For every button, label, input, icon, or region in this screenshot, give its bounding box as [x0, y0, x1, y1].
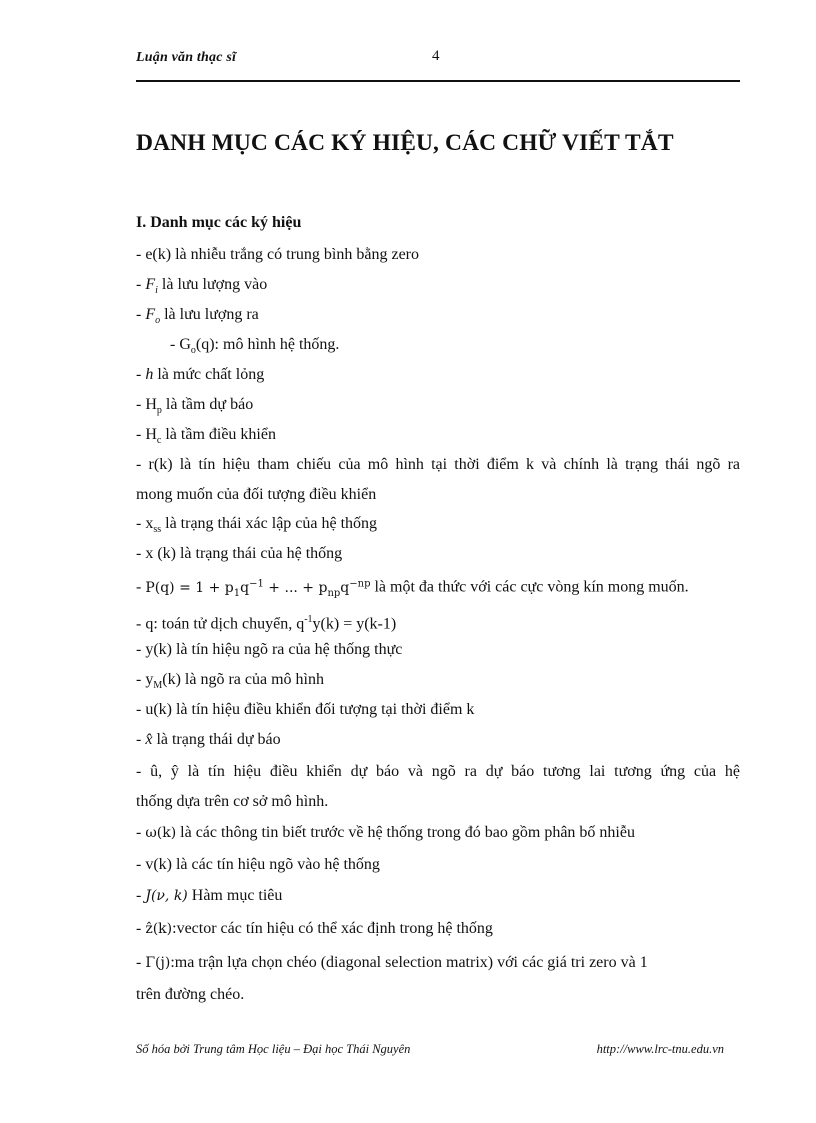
list-item-p: - $P(q) = 1 + p_1q^{-1}$ + ... + $p_{np}q^{-np}$ là một đa thức với các cực vòng kín mong muốn. — [136, 578, 689, 599]
page-header — [136, 44, 740, 84]
page-number: 4 — [432, 48, 440, 64]
list-item-omega: - ω(k) là các thông tin biết trước về hệ thống trong đó bao gồm phân bố nhiễu — [136, 824, 635, 841]
header-rule — [136, 80, 740, 82]
page-footer — [136, 1042, 740, 1062]
list-item-j: - J(ν, k) Hàm mục tiêu — [136, 887, 283, 904]
section-heading: I. Danh mục các ký hiệu — [136, 214, 302, 231]
list-item-xhat: - x̂ là trạng thái dự báo — [136, 731, 281, 748]
list-item-fi: - $F_i$ là lưu lượng vào — [136, 276, 268, 297]
list-item-y: - y(k) là tín hiệu ngõ ra của hệ thống thực — [136, 641, 403, 658]
list-item-fo: - $F_o$ là lưu lượng ra — [136, 306, 259, 327]
list-item-u: - u(k) là tín hiệu điều khiển đối tượng tại thời điểm k — [136, 701, 475, 718]
list-item-r-cont: mong muốn của đối tượng điều khiển — [136, 486, 377, 503]
list-item-r: - r(k) là tín hiệu tham chiếu của mô hình tại thời điểm k và chính là trạng thái ngõ ra — [136, 456, 740, 473]
list-item-h: - h là mức chất lỏng — [136, 366, 265, 383]
list-item-gamma: - Γ(j):ma trận lựa chọn chéo (diagonal selection matrix) với các giá tri zero và 1 — [136, 954, 648, 971]
list-item-ym: - $y_M(k)$ là ngõ ra của mô hình — [136, 671, 324, 692]
page-title: DANH MỤC CÁC KÝ HIỆU, CÁC CHỮ VIẾT TẮT — [136, 130, 674, 156]
list-item-gamma-cont: trên đường chéo. — [136, 986, 245, 1003]
footer-url: http://www.lrc-tnu.edu.vn — [596, 1042, 724, 1056]
list-item-xss: - $x_{ss}$ là trạng thái xác lập của hệ thống — [136, 515, 378, 536]
list-item-x: - x (k) là trạng thái của hệ thống — [136, 545, 343, 562]
list-item-go: - $G_o(q)$: mô hình hệ thống. — [170, 336, 340, 357]
list-item-uy-cont: thống dựa trên cơ sở mô hình. — [136, 793, 329, 810]
list-item-e: - e(k) là nhiễu trắng có trung bình bằng zero — [136, 246, 420, 263]
list-item-q: - q: toán tử dịch chuyển, $q^{-1}y(k) = y(k-1)$ — [136, 614, 397, 633]
footer-source: Số hóa bởi Trung tâm Học liệu – Đại học Thái Nguyên — [136, 1042, 411, 1056]
list-item-hc: - $H_c$ là tầm điều khiển — [136, 426, 276, 447]
list-item-v: - v(k) là các tín hiệu ngõ vào hệ thống — [136, 856, 380, 873]
list-item-hp: - $H_p$ là tầm dự báo — [136, 396, 254, 417]
polynomial-formula: $P(q) = 1 + p_1q^{-1}$ + ... + $p_{np}q^{-np}$ — [145, 578, 371, 599]
list-item-z: - ẑ(k):vector các tín hiệu có thể xác định trong hệ thống — [136, 920, 493, 937]
running-title: Luận văn thạc sĩ — [136, 50, 237, 65]
list-item-uy: - û, ŷ là tín hiệu điều khiển dự báo và ngõ ra dự báo tương lai tương ứng của hệ — [136, 763, 740, 780]
